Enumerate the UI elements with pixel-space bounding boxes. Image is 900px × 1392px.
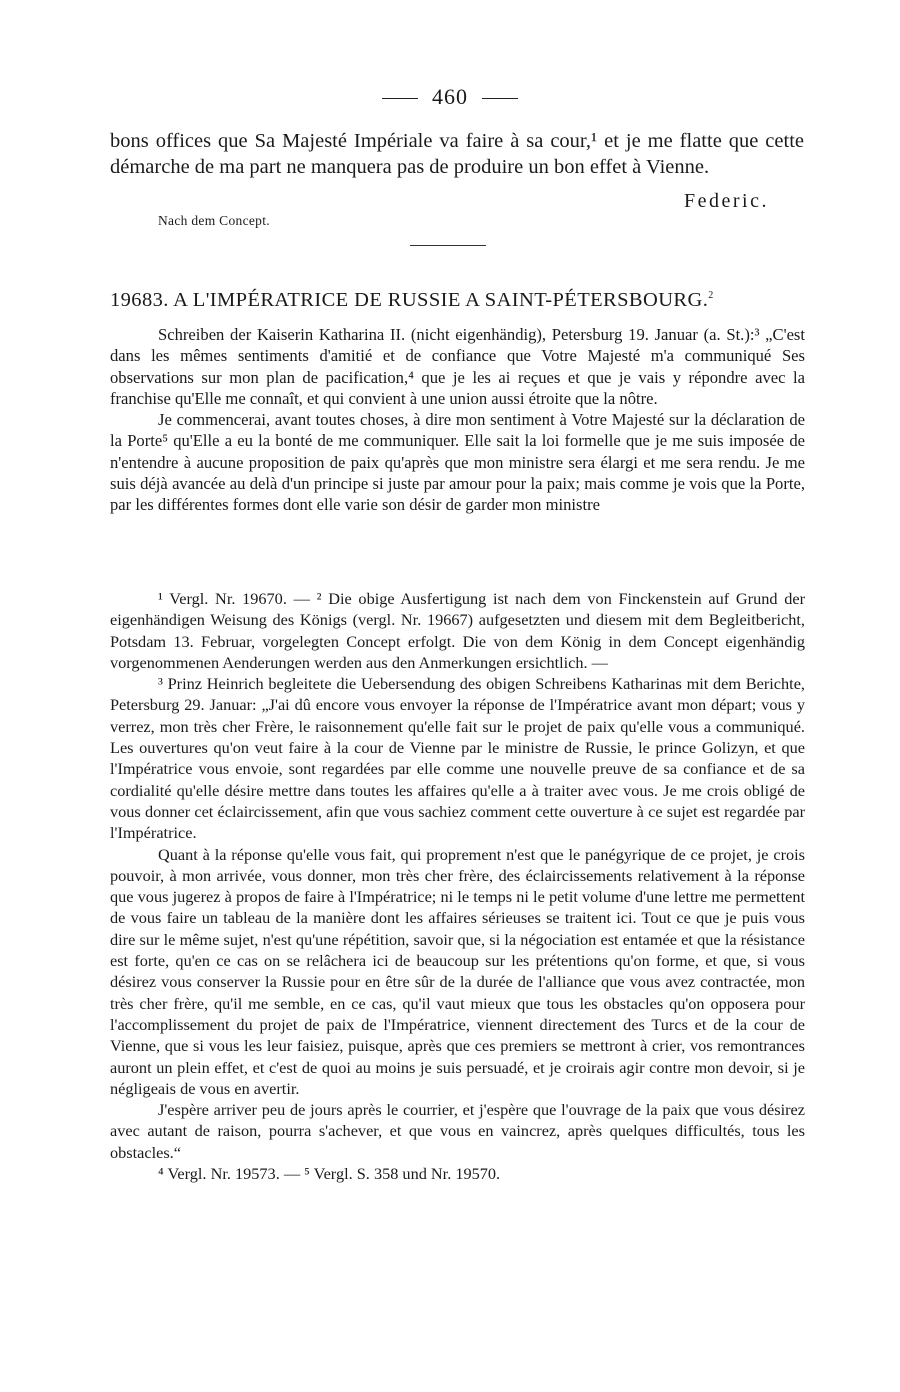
- continued-paragraph-text: bons offices que Sa Majesté Impériale va faire à sa cour,¹ et je me flatte que cette démarche de ma part ne manquera pas de produire un bon effet à Vienne.: [110, 130, 804, 178]
- page-number: [0, 84, 900, 110]
- heading-footnote-mark: 2: [708, 290, 714, 302]
- page-number-dash-right: [482, 98, 518, 99]
- footnote: ⁴ Vergl. Nr. 19573. — ⁵ Vergl. S. 358 und Nr. 19570.: [158, 1164, 501, 1184]
- footnote: ¹ Vergl. Nr. 19670. — ² Die obige Ausfertigung ist nach dem von Finckenstein auf Grund der eigenhändigen Weisung des Königs (vergl. Nr. 19667) aufgesetzten und diesem mit dem Begleitbericht, Potsdam 13. Februar, vorgelegten Concept erfolgt. Die von dem König in dem Concept eigenhändig vorgenommenen Aenderungen werden aus den Anmerkungen ersichtlich. —: [110, 589, 805, 672]
- footnote: J'espère arriver peu de jours après le courrier, et j'espère que l'ouvrage de la paix que vous désirez avec autant de raison, pourra s'achever, et que vous en vaincrez, après quelques difficultés, tous les obstacles.“: [110, 1100, 805, 1162]
- letter-heading-text: 19683. A L'IMPÉRATRICE DE RUSSIE A SAINT-PÉTERSBOURG.: [110, 289, 709, 311]
- signature: Federic.: [684, 190, 769, 212]
- section-divider: [410, 245, 486, 246]
- footnote: Quant à la réponse qu'elle vous fait, qui proprement n'est que le panégyrique de ce projet, je crois pouvoir, à mon arrivée, vous donner, mon très cher frère, des éclaircissements relativement à la réponse que vous jugerez à propos de faire à l'Impératrice; ni le temps ni le petit volume d'une lettre me permettent de vous faire un tableau de la manière dont les affaires sérieuses se traitent ici. Tout ce que je puis vous dire sur le même sujet, n'est qu'une répétition, savoir que, si la négociation est entamée et que la résistance est forte, qu'en ce cas on se relâchera ici de beaucoup sur les prétentions qu'on forme, et que, si vous désirez vous conserver la Russie pour en être sûr de la durée de l'alliance que vous avez contractée, mon très cher frère, qu'il me semble, en ce cas, qu'il vaut mieux que tous les obstacles qu'on opposera pour l'accomplissement du projet de paix de l'Impératrice, viennent directement des Turcs et de la cour de Vienne, que si vous les leur faisiez, puisque, après que ces premiers se mettront à crier, vos remontrances auront un plein effet, et c'est de quoi au moins je suis persuadé, et je croirais agir contre mon devoir, si je négligeais de vous en avertir.: [110, 844, 805, 1098]
- footnote: ³ Prinz Heinrich begleitete die Uebersendung des obigen Schreibens Katharinas mit dem Berichte, Petersburg 29. Januar: „J'ai dû encore vous envoyer la réponse de l'Impératrice avant mon départ; vous y verrez, mon très cher Frère, le raisonnement qu'elle fait sur le projet de paix qu'elle vous a communiqué. Les ouvertures qu'on veut faire à la cour de Vienne par le ministre de Russie, le prince Golizyn, et que l'Impératrice vous envoie, sont regardées par elle comme une nouvelle preuve de sa confiance et de sa cordialité qu'elle désire mettre dans toutes les affaires qu'elle a à traiter avec vous. Je me crois obligé de vous donner cet éclaircissement, afin que vous sachiez comment cette ouverture à ce sujet est regardée par l'Impératrice.: [110, 674, 805, 843]
- letter-paragraph: Je commencerai, avant toutes choses, à dire mon sentiment à Votre Majesté sur la déclaration de la Porte⁵ qu'Elle a eu la bonté de me communiquer. Elle sait la loi formelle que je me suis imposée de n'entendre à aucune proposition de paix qu'après que mon ministre sera élargi et me sera rendu. Je me suis déjà avancée au delà d'un principe si juste par amour pour la paix; mais comme je vois que la Porte, par les différentes formes dont elle varie son désir de garder mon ministre: [110, 410, 805, 515]
- footnotes: [110, 588, 805, 1184]
- continued-paragraph: [110, 128, 804, 180]
- source-note: Nach dem Concept.: [158, 213, 270, 228]
- letter-paragraph: Schreiben der Kaiserin Katharina II. (nicht eigenhändig), Petersburg 19. Januar (a. St.):³ „C'est dans les mêmes sentiments d'amitié et de confiance que Votre Majesté m'a communiqué Ses observations sur mon plan de pacification,⁴ que je les ai reçues et que je vais y répondre avec la franchise qu'Elle me connaît, et qui convient à une union aussi étroite que la nôtre.: [110, 325, 805, 408]
- page-number-text: 460: [432, 84, 468, 109]
- page-number-dash-left: [382, 98, 418, 99]
- letter-body: [110, 324, 805, 516]
- letter-heading: [110, 289, 810, 312]
